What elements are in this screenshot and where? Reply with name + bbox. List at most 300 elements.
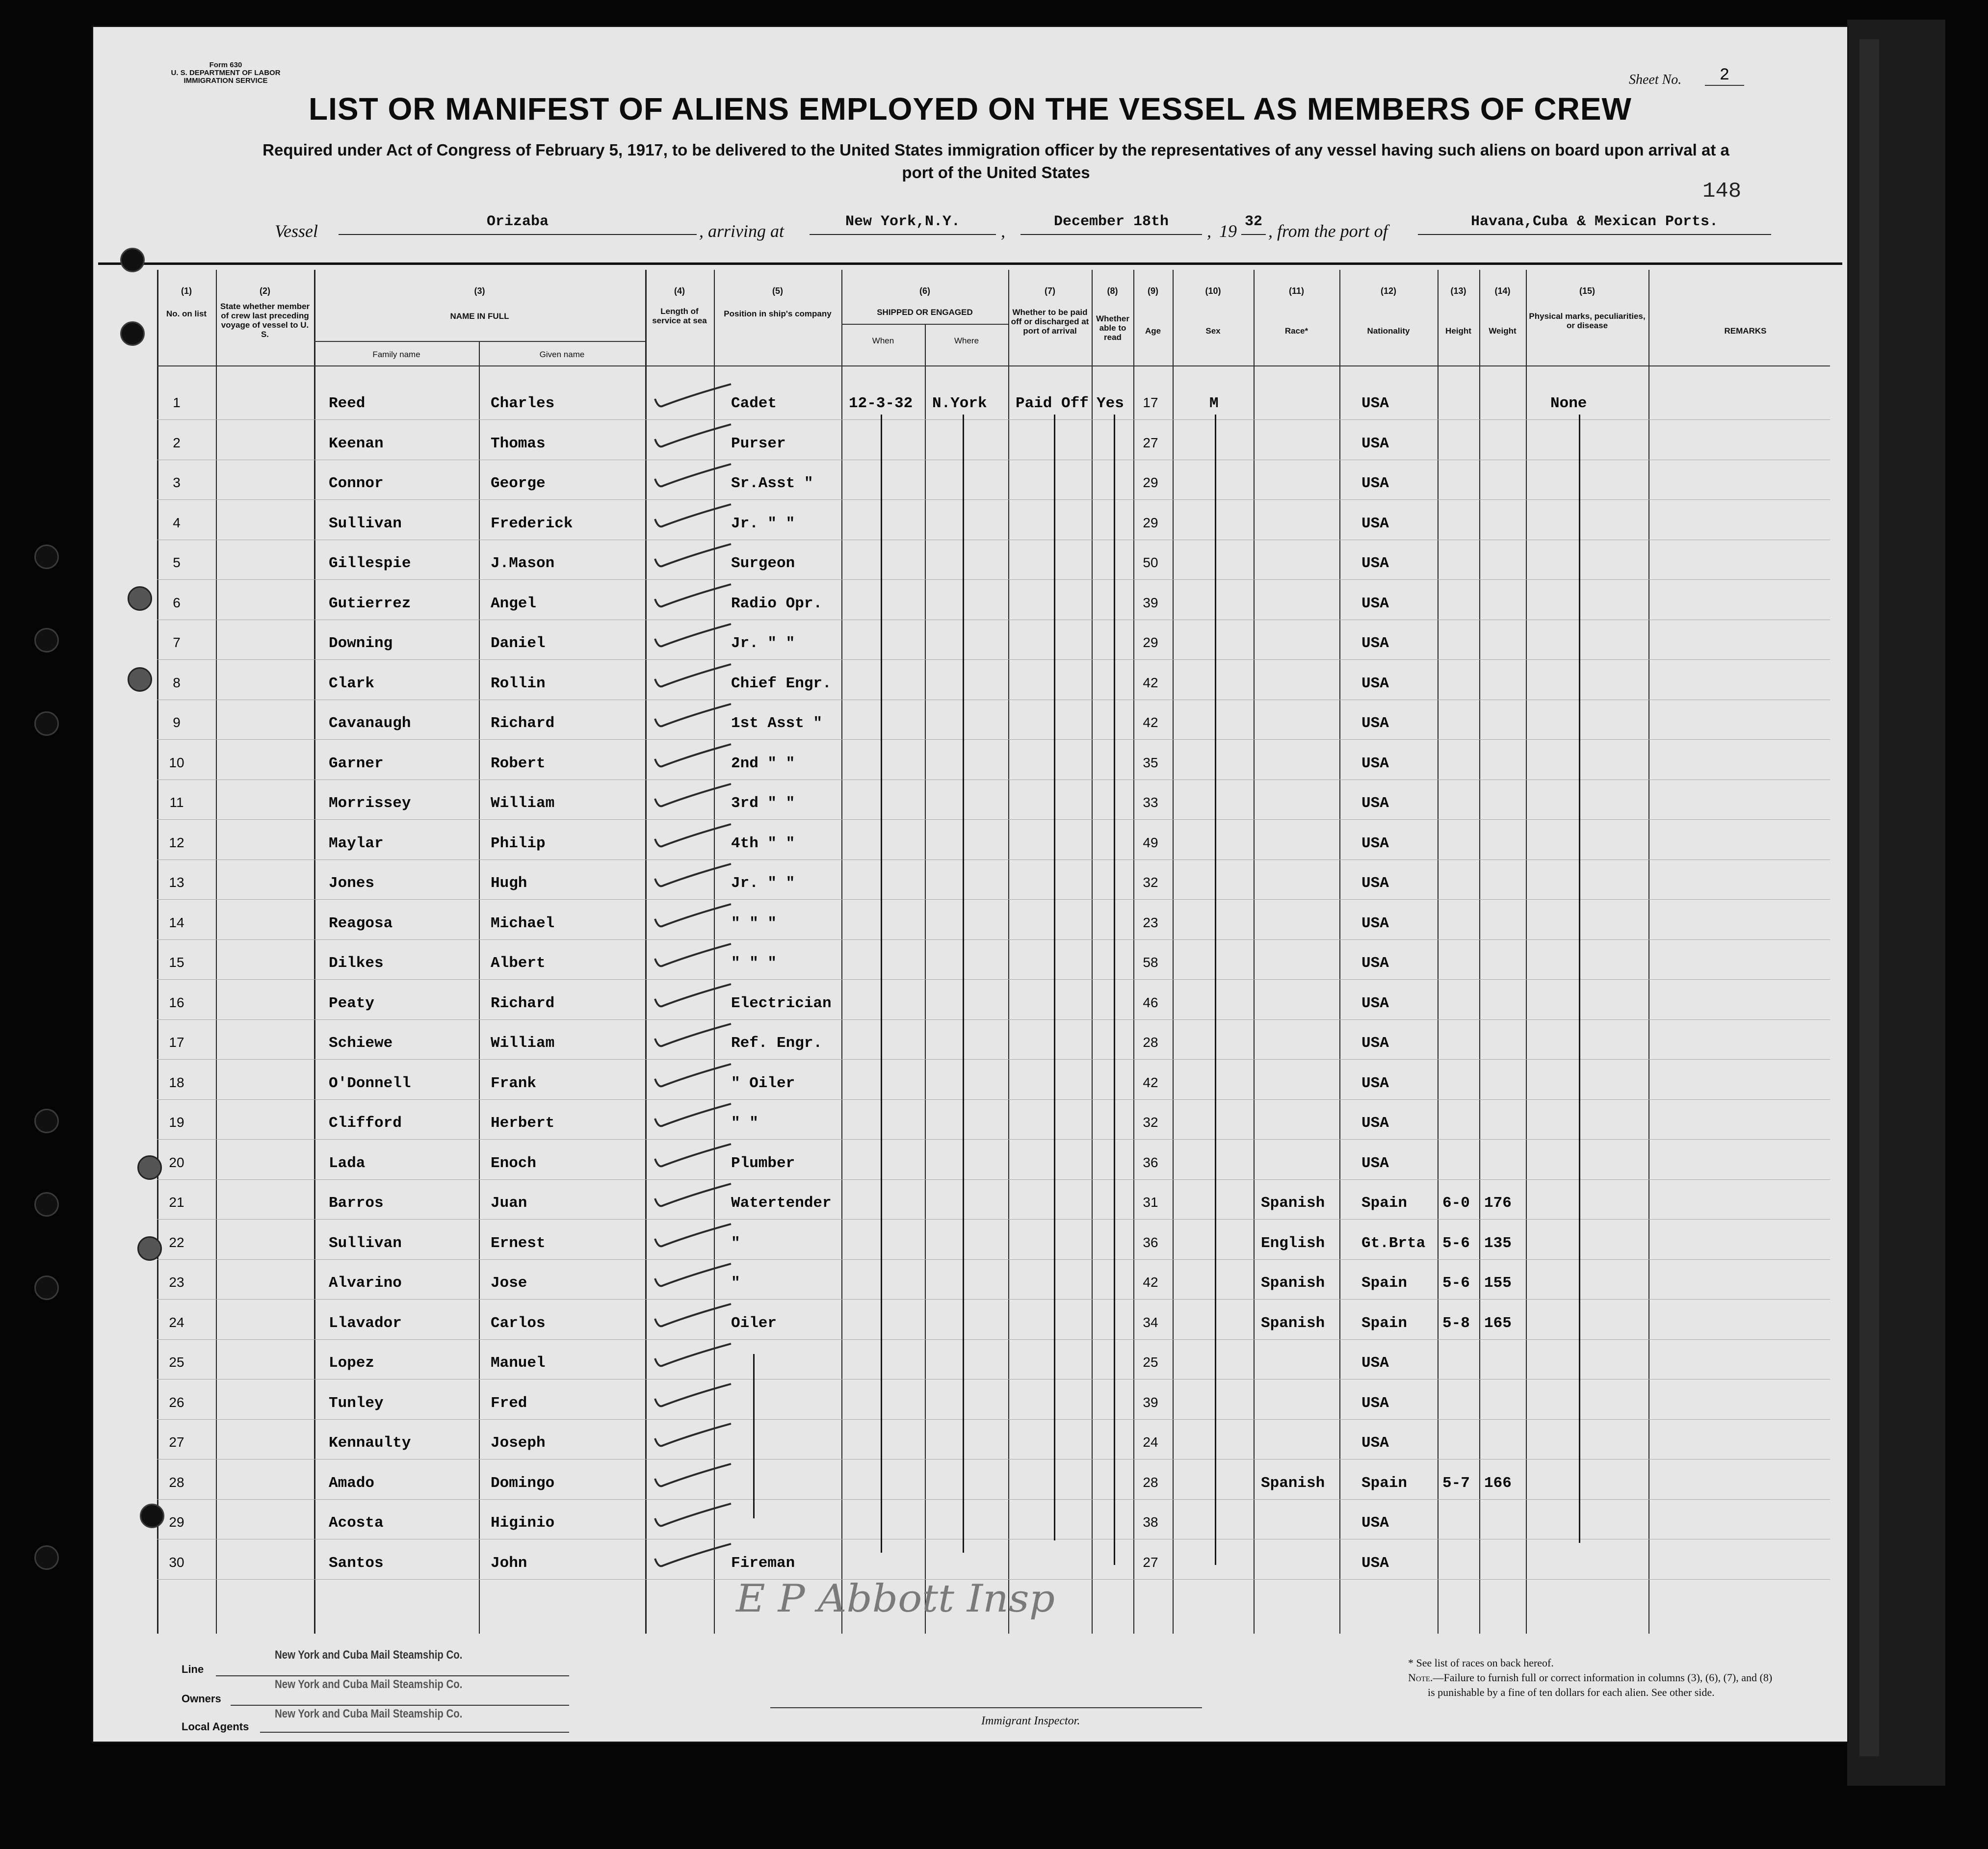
col-sex: Sex [1205, 326, 1221, 336]
nationality: USA [1361, 1035, 1389, 1052]
col-when: When [872, 336, 894, 345]
list-number: 19 [169, 1115, 184, 1130]
nationality: USA [1361, 515, 1389, 532]
department-name: U. S. DEPARTMENT OF LABOR [171, 69, 281, 77]
list-number: 3 [173, 475, 181, 490]
age: 39 [1143, 595, 1158, 610]
list-number: 2 [173, 435, 181, 450]
inspector-signature [731, 1572, 1074, 1631]
binder-hole [34, 628, 59, 652]
col-age: Age [1145, 326, 1161, 336]
binder-hole [128, 667, 152, 692]
given-name: Hugh [491, 875, 527, 892]
given-name: J.Mason [491, 555, 555, 572]
given-name: Michael [491, 914, 555, 932]
nationality: USA [1361, 395, 1389, 412]
binder-hole [137, 1155, 162, 1180]
agents-company: New York and Cuba Mail Steamship Co. [275, 1707, 463, 1720]
list-number: 4 [173, 515, 181, 530]
races-note: * See list of races on back hereof. [1408, 1657, 1554, 1669]
age: 28 [1143, 1474, 1158, 1490]
nationality: Spain [1361, 1314, 1408, 1332]
family-name: Jones [329, 875, 375, 892]
col-physical-marks: Physical marks, peculiarities, or disease [1529, 312, 1646, 330]
position: Purser [731, 435, 786, 452]
ditto-line-when [881, 415, 882, 1553]
position: Jr. " " [731, 635, 795, 652]
nationality: USA [1361, 555, 1389, 572]
age: 34 [1143, 1314, 1158, 1330]
family-name: O'Donnell [329, 1074, 411, 1092]
nationality: USA [1361, 1514, 1389, 1532]
weight: 155 [1484, 1275, 1512, 1292]
form-number: Form 630 [209, 61, 242, 69]
paid-off: Paid Off [1016, 395, 1089, 412]
col-position: Position in ship's company [724, 309, 832, 318]
nationality: USA [1361, 475, 1389, 492]
family-name: Keenan [329, 435, 384, 452]
check-mark [653, 700, 736, 729]
binder-hole [34, 711, 59, 736]
position: " " " [731, 955, 777, 972]
col-nationality: Nationality [1367, 326, 1410, 336]
document-subtitle [162, 139, 1830, 184]
position: Watertender [731, 1195, 832, 1212]
weight: 166 [1484, 1474, 1512, 1492]
sex-value: M [1209, 395, 1219, 412]
nationality: USA [1361, 1154, 1389, 1172]
list-number: 27 [169, 1434, 184, 1450]
position: Chief Engr. [731, 675, 832, 692]
position: Jr. " " [731, 875, 795, 892]
age: 32 [1143, 1115, 1158, 1130]
list-number: 18 [169, 1074, 184, 1090]
given-name: John [491, 1554, 527, 1572]
position: " [731, 1234, 740, 1252]
list-number: 21 [169, 1195, 184, 1210]
given-name: Frank [491, 1074, 537, 1092]
check-mark [653, 1500, 736, 1529]
family-name: Sullivan [329, 1234, 402, 1252]
subtitle-line-1: Required under Act of Congress of February 5, 1917, to be delivered to the United States immigration officer by the representatives of any vessel having such aliens on board upon arrival at a [262, 141, 1729, 159]
family-name: Amado [329, 1474, 375, 1492]
family-name: Clifford [329, 1115, 402, 1132]
family-name: Downing [329, 635, 393, 652]
given-name: Manuel [491, 1354, 546, 1372]
nationality: Gt.Brta [1361, 1234, 1426, 1252]
position: Electrician [731, 994, 832, 1012]
given-name: Jose [491, 1275, 527, 1292]
age: 50 [1143, 555, 1158, 570]
list-number: 7 [173, 635, 181, 650]
race: English [1261, 1234, 1325, 1252]
list-number: 11 [169, 795, 184, 810]
age: 42 [1143, 675, 1158, 690]
page-stamp-number: 148 [1702, 179, 1742, 204]
binder-hole [128, 586, 152, 611]
race: Spanish [1261, 1275, 1325, 1292]
check-mark [653, 1540, 736, 1569]
penalty-note: Note.—Failure to furnish full or correct information in columns (3), (6), (7), and (8) [1408, 1671, 1773, 1684]
signature-text: E P Abbott Insp [734, 1577, 1055, 1621]
family-name: Kennaulty [329, 1434, 411, 1452]
nationality: USA [1361, 635, 1389, 652]
nationality: USA [1361, 1394, 1389, 1412]
col-race: Race* [1284, 326, 1308, 336]
age: 17 [1143, 395, 1158, 410]
list-number: 28 [169, 1474, 184, 1490]
age: 33 [1143, 795, 1158, 810]
nationality: USA [1361, 1115, 1389, 1132]
position: 1st Asst " [731, 715, 823, 732]
height: 5-6 [1442, 1234, 1470, 1252]
position: " " " [731, 914, 777, 932]
family-name: Gutierrez [329, 595, 411, 612]
service-name: IMMIGRATION SERVICE [183, 77, 268, 85]
given-name: Enoch [491, 1154, 537, 1172]
nationality: USA [1361, 595, 1389, 612]
check-mark [653, 620, 736, 650]
manifest-sheet: Form 630 U. S. DEPARTMENT OF LABOR IMMIGRATION SERVICE Sheet No. 2 LIST OR MANIFEST OF ALIENS EMPLOYED ON THE VESSEL AS MEMBERS OF CREW Required under Act of Congress of February 5, 1917, to be delivered to the United States immigration officer by the representatives of any vessel having such aliens on board upon arrival at a port of the United States 148 Vessel Orizaba , arriving at New York,N.Y. , December 18th , 19 32 , from the port of Havana,Cuba & Mexican Ports. (1) (2) (3) (4) (5) (6) (7) (8) (9) (10) (11) (12) (13) (14) (15) No. on list State whether member of crew last preceding voyage of vessel to U. S. NAME IN FULL Family name Given name Length of service at sea Position in ship's company SHIPPED OR ENGAGED When Where Whether to be paid off or discharged at port of arrival Whether able to read Age Sex Race* Nationality Height Weight Physical marks, peculiarities, or disease REMARKS 1 Reed Charles Cadet 17 USA 2 Keenan Thomas Purser 27 USA 3 Connor George Sr.Asst " 29 USA 4 Sullivan Frederick Jr. " " 29 USA 5 Gillespie J.Mason Surgeon 50 USA 6 Gutierrez Angel Radio Opr. 39 USA 7 Downing Daniel Jr. " " 29 USA 8 Clark Rollin Chief Engr. 42 USA 9 Cavanaugh Richard 1st Asst " 42 USA 10 Garner Robert 2nd " " 35 USA 11 Morrissey William 3rd " " 33 USA 12 Maylar Philip 4th " " 49 USA 13 Jones Hugh Jr. " " 32 USA 14 Reagosa Michael " " " 23 USA 15 Dilkes Albert " " " 58 USA 16 Peaty Richard Electrician 46 USA 17 Schiewe William Ref. Engr. 28 USA 18 O'Donnell Frank " Oiler 42 USA 19 Clifford Herbert " " 32 USA 20 Lada Enoch Plumber 36 USA 21 Barros Juan Watertender 31 Spanish Spain 6-0 176 22 Sullivan Ernest " 36 English Gt.Brta 5-6 135 23 Alvarino Jose " 42 Spanish Spain 5-6 155 24 Llavador Carlos Oiler 34 Spanish Spain 5-8 165 25 Lopez Manuel 25 USA 26 Tunley Fred 39 USA 27 Kennaulty Joseph 24 USA 28 Amado Domingo 28 Spanish Spain 5-7 166 29 Acosta Higinio 38 USA 30 Santos John Fireman 27 USA 12-3-32 N.York Paid Off Yes M None E P Abbott Insp Line New York and Cuba Mail Steamship Co. Owners New York and Cuba Mail Steamship Co. Local Agents New York and Cuba Mail Steamship Co. Immigrant Inspector. * See list of races on back hereof. Note.—Failure to furnish full or correct information in columns (3), (6), (7), and (8) is punishable by a fine of ten dollars for each alien. See other side. [93, 27, 1847, 1742]
position: 4th " " [731, 834, 795, 852]
check-mark [653, 580, 736, 610]
list-number: 8 [173, 675, 181, 690]
col-prior-voyage: State whether member of crew last preceding voyage of vessel to U. S. [220, 302, 310, 339]
family-name: Morrissey [329, 795, 411, 812]
list-number: 6 [173, 595, 181, 610]
shipped-where: N.York [932, 395, 987, 412]
given-name: Thomas [491, 435, 546, 452]
age: 25 [1143, 1354, 1158, 1370]
family-name: Sullivan [329, 515, 402, 532]
owners-label: Owners [182, 1693, 221, 1705]
nationality: USA [1361, 994, 1389, 1012]
family-name: Barros [329, 1195, 384, 1212]
binder-hole [120, 248, 145, 272]
age: 31 [1143, 1195, 1158, 1210]
age: 28 [1143, 1035, 1158, 1050]
age: 27 [1143, 435, 1158, 450]
col-paid-off: Whether to be paid off or discharged at port of arrival [1011, 308, 1089, 336]
check-mark [653, 1100, 736, 1129]
list-number: 14 [169, 914, 184, 930]
list-number: 29 [169, 1514, 184, 1530]
nationality: USA [1361, 755, 1389, 772]
given-name: William [491, 1035, 555, 1052]
form-identifier [152, 61, 299, 85]
sheet-no-label: Sheet No. [1629, 72, 1682, 87]
check-mark [653, 780, 736, 809]
family-name: Connor [329, 475, 384, 492]
given-name: Rollin [491, 675, 546, 692]
col-where: Where [954, 336, 979, 345]
check-mark [653, 540, 736, 570]
year-suffix: 32 [1241, 213, 1266, 235]
race: Spanish [1261, 1195, 1325, 1212]
ditto-line-read [1114, 415, 1115, 1565]
arrival-port: New York,N.Y. [810, 213, 996, 235]
list-number: 17 [169, 1035, 184, 1050]
height: 5-6 [1442, 1275, 1470, 1292]
weight: 165 [1484, 1314, 1512, 1332]
weight: 135 [1484, 1234, 1512, 1252]
position: " Oiler [731, 1074, 795, 1092]
given-name: Daniel [491, 635, 546, 652]
age: 32 [1143, 875, 1158, 890]
col-shipped-engaged: SHIPPED OR ENGAGED [877, 308, 973, 317]
family-name: Acosta [329, 1514, 384, 1532]
height: 5-8 [1442, 1314, 1470, 1332]
race: Spanish [1261, 1314, 1325, 1332]
given-name: Philip [491, 834, 546, 852]
ditto-line-paid [1054, 415, 1055, 1540]
given-name: Ernest [491, 1234, 546, 1252]
family-name: Schiewe [329, 1035, 393, 1052]
list-number: 20 [169, 1154, 184, 1170]
position: " [731, 1275, 740, 1292]
list-number: 26 [169, 1394, 184, 1410]
family-name: Garner [329, 755, 384, 772]
immigrant-inspector-label: Immigrant Inspector. [981, 1715, 1080, 1727]
family-name: Clark [329, 675, 375, 692]
check-mark [653, 980, 736, 1010]
binder-hole [34, 1192, 59, 1217]
height: 5-7 [1442, 1474, 1470, 1492]
nationality: USA [1361, 1554, 1389, 1572]
age: 38 [1143, 1514, 1158, 1530]
line-company: New York and Cuba Mail Steamship Co. [275, 1648, 463, 1662]
given-name: Fred [491, 1394, 527, 1412]
age: 58 [1143, 955, 1158, 970]
position: Plumber [731, 1154, 795, 1172]
given-name: Herbert [491, 1115, 555, 1132]
age: 42 [1143, 715, 1158, 730]
local-agents-label: Local Agents [182, 1720, 249, 1733]
col-name-in-full: NAME IN FULL [450, 312, 509, 321]
position: Sr.Asst " [731, 475, 813, 492]
height: 6-0 [1442, 1195, 1470, 1212]
nationality: USA [1361, 1074, 1389, 1092]
list-number: 1 [173, 395, 181, 410]
given-name: Carlos [491, 1314, 546, 1332]
position: " " [731, 1115, 759, 1132]
check-mark [653, 1140, 736, 1170]
check-mark [653, 1380, 736, 1409]
penalty-note-2: is punishable by a fine of ten dollars for each alien. See other side. [1428, 1686, 1715, 1698]
col-weight: Weight [1489, 326, 1517, 336]
list-number: 22 [169, 1234, 184, 1250]
col-remarks: REMARKS [1724, 326, 1767, 336]
nationality: USA [1361, 834, 1389, 852]
given-name: Higinio [491, 1514, 555, 1532]
check-mark [653, 420, 736, 450]
given-name: Albert [491, 955, 546, 972]
binder-hole [34, 545, 59, 569]
family-name: Lopez [329, 1354, 375, 1372]
age: 24 [1143, 1434, 1158, 1450]
owners-company: New York and Cuba Mail Steamship Co. [275, 1678, 463, 1691]
nationality: USA [1361, 1354, 1389, 1372]
check-mark [653, 820, 736, 850]
check-mark [653, 1060, 736, 1090]
check-mark [653, 940, 736, 969]
age: 39 [1143, 1394, 1158, 1410]
binder-hole [34, 1545, 59, 1570]
nationality: USA [1361, 875, 1389, 892]
from-label: , from the port of [1268, 221, 1388, 241]
age: 42 [1143, 1074, 1158, 1090]
age: 42 [1143, 1275, 1158, 1290]
race: Spanish [1261, 1474, 1325, 1492]
family-name: Alvarino [329, 1275, 402, 1292]
given-name: George [491, 475, 546, 492]
position: 3rd " " [731, 795, 795, 812]
vessel-label: Vessel [275, 221, 318, 241]
check-mark [653, 860, 736, 889]
document-title: LIST OR MANIFEST OF ALIENS EMPLOYED ON THE VESSEL AS MEMBERS OF CREW [309, 91, 1632, 127]
given-name: Domingo [491, 1474, 555, 1492]
family-name: Reed [329, 395, 366, 412]
shipped-when: 12-3-32 [849, 395, 913, 412]
ditto-line-where [963, 415, 964, 1553]
age: 36 [1143, 1234, 1158, 1250]
vessel-name: Orizaba [339, 213, 697, 235]
position: 2nd " " [731, 755, 795, 772]
col-able-to-read: Whether able to read [1096, 314, 1129, 342]
position: Oiler [731, 1314, 777, 1332]
age: 29 [1143, 515, 1158, 530]
physical-marks-value: None [1550, 395, 1587, 412]
given-name: Frederick [491, 515, 573, 532]
given-name: Charles [491, 395, 555, 412]
family-name: Maylar [329, 834, 384, 852]
given-name: William [491, 795, 555, 812]
family-name: Peaty [329, 994, 375, 1012]
position: Surgeon [731, 555, 795, 572]
departure-port: Havana,Cuba & Mexican Ports. [1418, 213, 1771, 235]
crew-table: (1) (2) (3) (4) (5) (6) (7) (8) (9) (10) (11) (12) (13) (14) (15) No. on list State whether member of crew last preceding voyage of vessel to U. S. NAME IN FULL Family name Given name Length of service at sea Position in ship's company SHIPPED OR ENGAGED When Where Whether to be paid off or discharged at port of arrival Whether able to read Age Sex Race* Nationality Height Weight Physical marks, peculiarities, or disease REMARKS 1 Reed Charles Cadet 17 USA 2 Keenan Thomas Purser 27 USA 3 Connor George Sr.Asst " 29 USA 4 Sullivan Frederick Jr. " " 29 USA 5 Gillespie J.Mason Surgeon 50 USA 6 Gutierrez Angel Radio Opr. 39 USA 7 Downing Daniel Jr. " " 29 USA 8 Clark Rollin Chief Engr. 42 USA 9 Cavanaugh Richard 1st Asst " 42 USA 10 Garner Robert 2nd " " 35 USA 11 Morrissey William 3rd " " 33 USA 12 Maylar Philip 4th " " 49 USA 13 Jones Hugh Jr. " " 32 USA 14 Reagosa Michael " " " 23 USA 15 Dilkes Albert " " " 58 USA 16 Peaty Richard Electrician 46 USA 17 Schiewe William Ref. Engr. 28 USA 18 O'Donnell Frank " Oiler 42 USA 19 Clifford Herbert " " 32 USA 20 Lada Enoch Plumber 36 USA 21 Barros Juan Watertender 31 Spanish Spain 6-0 176 22 Sullivan Ernest " 36 English Gt.Brta 5-6 135 23 Alvarino Jose " 42 Spanish Spain 5-6 155 24 Llavador Carlos Oiler 34 Spanish Spain 5-8 165 25 Lopez Manuel 25 USA 26 Tunley Fred 39 USA 27 Kennaulty Joseph 24 USA 28 Amado Domingo 28 Spanish Spain 5-7 166 29 Acosta Higinio 38 USA 30 Santos John Fireman 27 USA 12-3-32 N.York Paid Off Yes M None [98, 262, 1842, 1646]
able-to-read: Yes [1097, 395, 1124, 412]
year-prefix: 19 [1219, 221, 1237, 241]
family-name: Tunley [329, 1394, 384, 1412]
sheet-no-value: 2 [1705, 66, 1744, 86]
check-mark [653, 500, 736, 530]
weight: 176 [1484, 1195, 1512, 1212]
list-number: 25 [169, 1354, 184, 1370]
list-number: 16 [169, 994, 184, 1010]
binder-inner [1859, 39, 1879, 1756]
check-mark [653, 1220, 736, 1250]
age: 29 [1143, 635, 1158, 650]
nationality: USA [1361, 675, 1389, 692]
list-number: 23 [169, 1275, 184, 1290]
subtitle-line-2: port of the United States [902, 163, 1090, 182]
position: Ref. Engr. [731, 1035, 823, 1052]
col-length-of-service: Length of service at sea [652, 307, 707, 325]
nationality: USA [1361, 1434, 1389, 1452]
check-mark [653, 1020, 736, 1049]
check-mark [653, 1340, 736, 1369]
position: Radio Opr. [731, 595, 823, 612]
age: 27 [1143, 1554, 1158, 1570]
list-number: 24 [169, 1314, 184, 1330]
given-name: Richard [491, 994, 555, 1012]
binder-hole [140, 1504, 164, 1528]
family-name: Santos [329, 1554, 384, 1572]
list-number: 5 [173, 555, 181, 570]
line-label: Line [182, 1663, 204, 1675]
binder-hole [34, 1109, 59, 1133]
check-mark [653, 740, 736, 770]
check-mark [653, 1460, 736, 1489]
nationality: USA [1361, 715, 1389, 732]
list-number: 15 [169, 955, 184, 970]
nationality: Spain [1361, 1275, 1408, 1292]
nationality: Spain [1361, 1195, 1408, 1212]
col-height: Height [1445, 326, 1471, 336]
nationality: Spain [1361, 1474, 1408, 1492]
check-mark [653, 1300, 736, 1329]
arrival-date: December 18th [1020, 213, 1202, 235]
nationality: USA [1361, 795, 1389, 812]
arriving-label: , arriving at [699, 221, 785, 241]
binder-hole [120, 321, 145, 346]
position: Cadet [731, 395, 777, 412]
col-given-name: Given name [539, 350, 585, 359]
check-mark [653, 660, 736, 690]
age: 23 [1143, 914, 1158, 930]
age: 35 [1143, 755, 1158, 770]
check-mark [653, 460, 736, 490]
nationality: USA [1361, 914, 1389, 932]
col-no-on-list: No. on list [166, 309, 207, 318]
given-name: Joseph [491, 1434, 546, 1452]
age: 46 [1143, 994, 1158, 1010]
list-number: 12 [169, 834, 184, 850]
age: 29 [1143, 475, 1158, 490]
check-mark [653, 380, 736, 410]
nationality: USA [1361, 955, 1389, 972]
given-name: Juan [491, 1195, 527, 1212]
given-name: Robert [491, 755, 546, 772]
check-mark [653, 1180, 736, 1209]
given-name: Richard [491, 715, 555, 732]
position: Jr. " " [731, 515, 795, 532]
family-name: Reagosa [329, 914, 393, 932]
age: 36 [1143, 1154, 1158, 1170]
check-mark [653, 1420, 736, 1449]
list-number: 30 [169, 1554, 184, 1570]
family-name: Gillespie [329, 555, 411, 572]
position: Fireman [731, 1554, 795, 1572]
check-mark [653, 1260, 736, 1289]
binder-hole [137, 1236, 162, 1261]
check-mark [653, 900, 736, 930]
family-name: Llavador [329, 1314, 402, 1332]
family-name: Cavanaugh [329, 715, 411, 732]
binder-hole [34, 1276, 59, 1300]
list-number: 13 [169, 875, 184, 890]
nationality: USA [1361, 435, 1389, 452]
list-number: 10 [169, 755, 184, 770]
ditto-line-sex [1215, 415, 1216, 1565]
family-name: Dilkes [329, 955, 384, 972]
age: 49 [1143, 834, 1158, 850]
ditto-line-marks [1579, 415, 1580, 1543]
family-name: Lada [329, 1154, 366, 1172]
list-number: 9 [173, 715, 181, 730]
col-family-name: Family name [372, 350, 420, 359]
